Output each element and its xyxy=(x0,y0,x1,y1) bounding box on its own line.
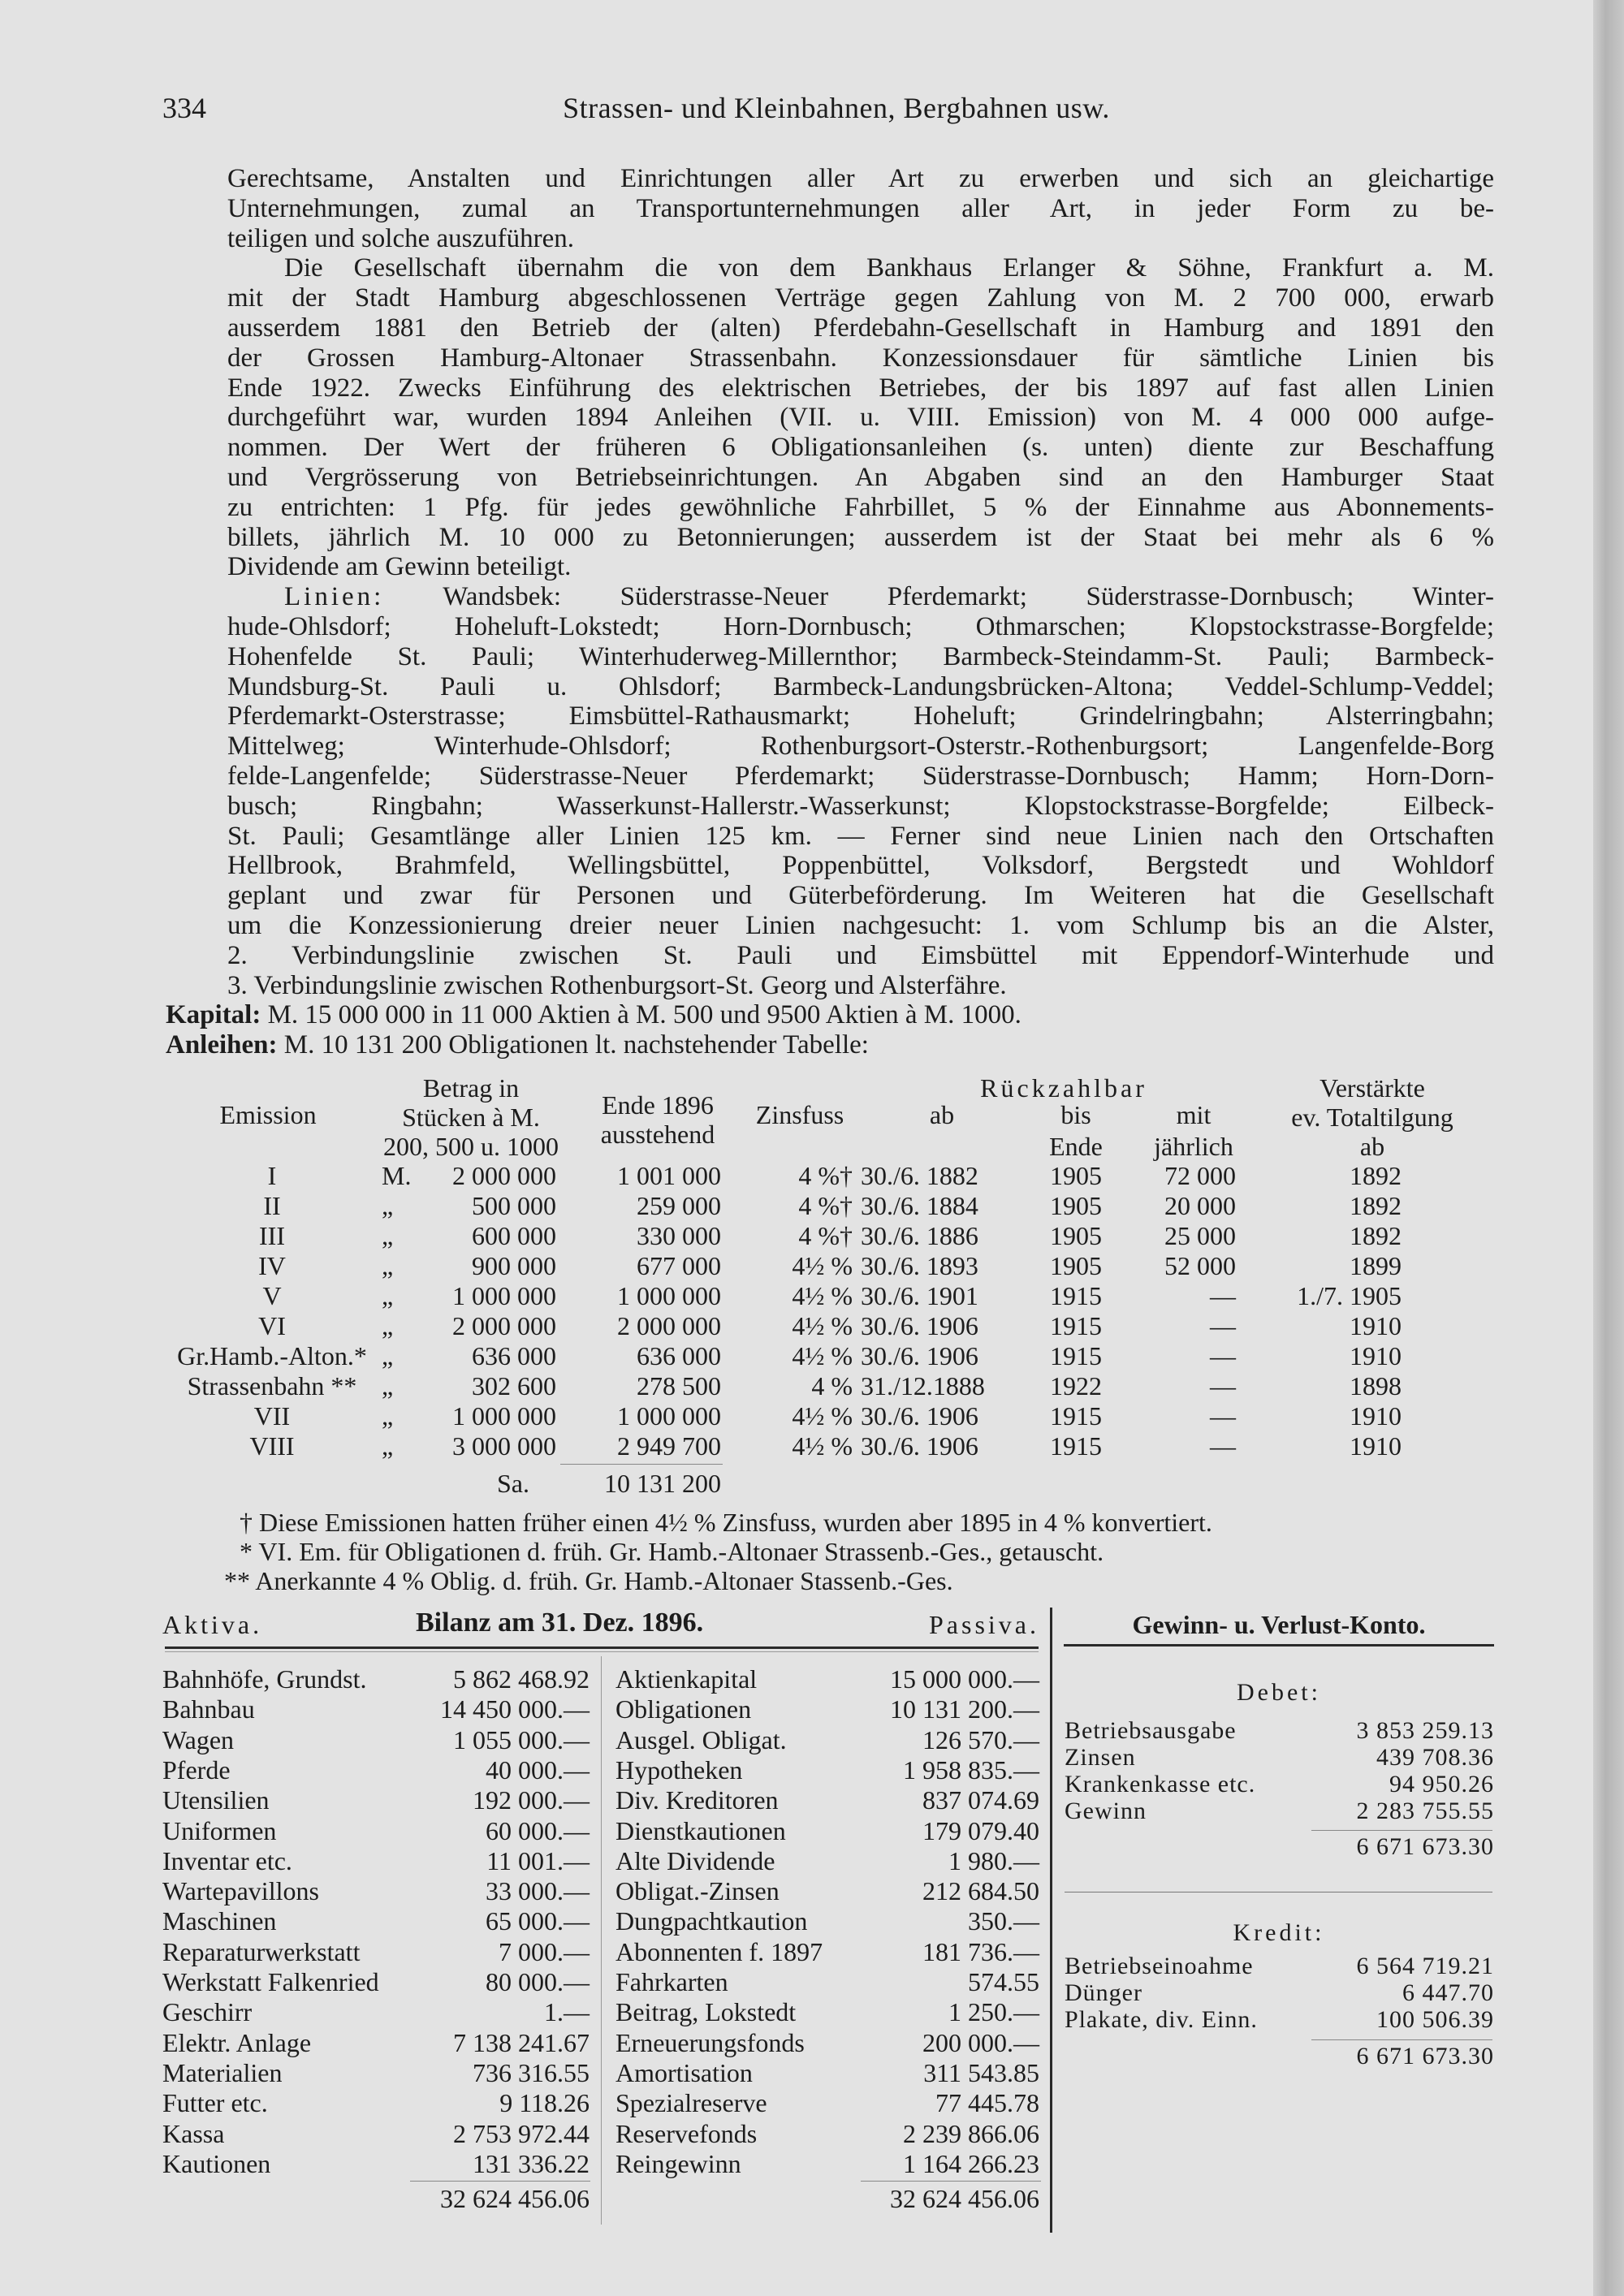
passiva-value: 1 958 835.— xyxy=(903,1754,1039,1785)
footnote: * VI. Em. für Obligationen d. früh. Gr. Hamb.-Altonaer Strassenb.-Ges., getauscht. xyxy=(240,1537,1104,1566)
aktiva-item: Materialien xyxy=(162,2057,283,2087)
line-text: Gerechtsame, Anstalten und Einrichtungen aller Art zu erwerben und sich an gleichartige xyxy=(227,164,1494,193)
debet-value: 3 853 259.13 xyxy=(1356,1717,1494,1744)
betrag-cell: 3 000 000 xyxy=(452,1431,556,1461)
passiva-value: 179 079.40 xyxy=(922,1815,1039,1845)
debet-value: 2 283 755.55 xyxy=(1356,1798,1494,1824)
header-rueckzahlbar: Rückzahlbar xyxy=(980,1073,1147,1103)
aktiva-value: 1.— xyxy=(544,1997,590,2027)
text-line xyxy=(227,672,1494,702)
header-betrag: Stücken à M. xyxy=(402,1103,540,1132)
line-text: Mundsburg-St. Pauli u. Ohlsdorf; Barmbeck-Landungsbrücken-Altona; Veddel-Schlump-Veddel; xyxy=(227,671,1494,701)
bis-cell: 1915 xyxy=(1050,1281,1102,1310)
kredit-value: 6 564 719.21 xyxy=(1356,1953,1494,1979)
bis-cell: 1915 xyxy=(1050,1311,1102,1340)
unit-cell: „ xyxy=(382,1251,394,1280)
aktiva-item: Futter etc. xyxy=(162,2088,268,2118)
passiva-value: 181 736.— xyxy=(922,1936,1039,1966)
emission-cell: Gr.Hamb.-Alton.* xyxy=(177,1341,367,1370)
aktiva-item: Kassa xyxy=(162,2118,225,2148)
line-text: 3. Verbindungslinie zwischen Rothenburgsort-St. Georg und Alsterfähre. xyxy=(227,970,1007,1000)
aktiva-value: 192 000.— xyxy=(473,1785,590,1815)
mit-cell: 72 000 xyxy=(1164,1161,1236,1190)
line-text: busch; Ringbahn; Wasserkunst-Hallerstr.-Wasserkunst; Klopstockstrasse-Borgfelde; Eilbeck- xyxy=(227,791,1494,821)
header-ende: ausstehend xyxy=(600,1120,715,1149)
section-divider xyxy=(1050,1608,1052,2233)
aktiva-item: Wartepavillons xyxy=(162,1876,319,1906)
kredit-label: Kredit: xyxy=(1233,1919,1325,1946)
passiva-value: 1 250.— xyxy=(948,1997,1039,2027)
text-line xyxy=(227,881,1494,911)
line-text: billets, jährlich M. 10 000 zu Betonnierungen; ausserdem ist der Staat bei mehr als 6 % xyxy=(227,522,1494,552)
ab-cell: 30./6. 1884 xyxy=(861,1191,978,1220)
ende-cell: 1 000 000 xyxy=(617,1281,721,1310)
mit-cell: 25 000 xyxy=(1164,1221,1236,1250)
aktiva-item: Uniformen xyxy=(162,1815,277,1845)
header-emission: Emission xyxy=(219,1100,317,1129)
zinsfuss-cell: 4½ % xyxy=(792,1401,853,1431)
emission-cell: VI xyxy=(258,1311,286,1340)
ab-cell: 30./6. 1901 xyxy=(861,1281,978,1310)
aktiva-value: 2 753 972.44 xyxy=(453,2118,590,2148)
betrag-cell: 2 000 000 xyxy=(452,1161,556,1190)
betrag-cell: 600 000 xyxy=(472,1221,556,1250)
line-text: zu entrichten: 1 Pfg. für jedes gewöhnliche Fahrbillet, 5 % der Einnahme aus Abonnements- xyxy=(227,492,1494,522)
line-text: Mittelweg; Winterhude-Ohlsdorf; Rothenburgsort-Osterstr.-Rothenburgsort; Langenfelde-Borg xyxy=(227,732,1494,762)
aktiva-item: Pferde xyxy=(162,1754,231,1785)
mit-cell: 52 000 xyxy=(1164,1251,1236,1280)
emission-cell: II xyxy=(263,1191,281,1220)
aktiva-item: Elektr. Anlage xyxy=(162,2027,312,2057)
emission-cell: III xyxy=(259,1221,285,1250)
line-text: St. Pauli; Gesamtlänge aller Linien 125 km. — Ferner sind neue Linien nach den Ortschaften xyxy=(227,821,1494,851)
verstaerkt-cell: 1892 xyxy=(1350,1191,1402,1220)
passiva-value: 350.— xyxy=(968,1906,1039,1936)
passiva-item: Hypotheken xyxy=(615,1754,743,1785)
betrag-cell: 302 600 xyxy=(472,1371,556,1400)
ab-cell: 30./6. 1882 xyxy=(861,1161,978,1190)
text-line xyxy=(227,732,1494,762)
section-label: Kapital: xyxy=(166,1000,261,1030)
double-rule xyxy=(165,1646,1039,1649)
text-line xyxy=(227,224,1494,254)
ab-cell: 30./6. 1906 xyxy=(861,1401,978,1431)
text-line xyxy=(166,1030,1494,1060)
line-text: teiligen und solche auszuführen. xyxy=(227,223,575,253)
ende-cell: 1 000 000 xyxy=(617,1401,721,1431)
total-rule xyxy=(861,2181,1041,2182)
unit-cell: „ xyxy=(382,1281,394,1310)
passiva-value: 837 074.69 xyxy=(922,1785,1039,1815)
ende-cell: 330 000 xyxy=(637,1221,721,1250)
scan-edge xyxy=(1593,0,1624,2296)
text-line xyxy=(227,582,1494,612)
line-text: Ende 1922. Zwecks Einführung des elektrischen Betriebes, der bis 1897 auf fast allen Linien xyxy=(227,373,1494,403)
passiva-item: Amortisation xyxy=(615,2057,753,2087)
kredit-total: 6 671 673.30 xyxy=(1356,2043,1494,2069)
betrag-cell: 900 000 xyxy=(472,1251,556,1280)
text-line xyxy=(227,313,1494,343)
header-verstaerkt: ab xyxy=(1359,1132,1385,1161)
zinsfuss-cell: 4½ % xyxy=(792,1251,853,1280)
header-verstaerkt: ev. Totaltilgung xyxy=(1291,1103,1453,1132)
bis-cell: 1905 xyxy=(1050,1251,1102,1280)
column-divider xyxy=(601,1656,602,2225)
sum-rule xyxy=(560,1464,723,1465)
total-passiva: 32 624 456.06 xyxy=(890,2184,1039,2213)
verstaerkt-cell: 1910 xyxy=(1350,1311,1402,1340)
mit-cell: — xyxy=(1210,1371,1236,1400)
passiva-item: Abonnenten f. 1897 xyxy=(615,1936,823,1966)
aktiva-value: 7 138 241.67 xyxy=(453,2027,590,2057)
aktiva-item: Geschirr xyxy=(162,1997,253,2027)
passiva-value: 1 164 266.23 xyxy=(903,2148,1039,2178)
sum-label: Sa. xyxy=(497,1469,529,1498)
zinsfuss-cell: 4½ % xyxy=(792,1431,853,1461)
passiva-item: Aktienkapital xyxy=(615,1664,758,1694)
aktiva-value: 14 450 000.— xyxy=(440,1694,590,1724)
aktiva-item: Reparaturwerkstatt xyxy=(162,1936,361,1966)
text-line xyxy=(166,1000,1494,1030)
header-bis: bis xyxy=(1060,1100,1091,1129)
passiva-item: Fahrkarten xyxy=(615,1967,728,1996)
bis-cell: 1905 xyxy=(1050,1221,1102,1250)
passiva-value: 15 000 000.— xyxy=(890,1664,1039,1694)
passiva-value: 10 131 200.— xyxy=(890,1694,1039,1724)
line-text: mit der Stadt Hamburg abgeschlossenen Verträge gegen Zahlung von M. 2 700 000, erwarb xyxy=(227,283,1494,313)
zinsfuss-cell: 4½ % xyxy=(792,1281,853,1310)
zinsfuss-cell: 4 %† xyxy=(798,1161,853,1190)
betrag-cell: 1 000 000 xyxy=(452,1401,556,1431)
emission-cell: I xyxy=(267,1161,277,1190)
total-rule xyxy=(410,2181,590,2182)
text-line xyxy=(227,941,1494,971)
zinsfuss-cell: 4 %† xyxy=(798,1221,853,1250)
line-text: M. 10 131 200 Obligationen lt. nachstehender Tabelle: xyxy=(277,1030,869,1060)
text-line xyxy=(227,642,1494,672)
debet-total: 6 671 673.30 xyxy=(1356,1833,1494,1860)
text-line xyxy=(227,911,1494,941)
kredit-value: 100 506.39 xyxy=(1376,2006,1494,2033)
mit-cell: — xyxy=(1210,1431,1236,1461)
text-line xyxy=(227,373,1494,404)
aktiva-value: 5 862 468.92 xyxy=(453,1664,590,1694)
total-aktiva: 32 624 456.06 xyxy=(440,2184,590,2213)
emission-cell: V xyxy=(262,1281,282,1310)
aktiva-value: 131 336.22 xyxy=(473,2148,590,2178)
aktiva-item: Maschinen xyxy=(162,1906,277,1936)
header-ab: ab xyxy=(929,1100,955,1129)
ab-cell: 31./12.1888 xyxy=(861,1371,985,1400)
debet-item: Gewinn xyxy=(1065,1798,1147,1824)
line-text: felde-Langenfelde; Süderstrasse-Neuer Pferdemarkt; Süderstrasse-Dornbusch; Hamm; Horn-Dorn- xyxy=(227,761,1494,791)
passiva-item: Ausgel. Obligat. xyxy=(615,1724,787,1754)
line-text: Unternehmungen, zumal an Transportunternehmungen aller Art, in jeder Form zu be- xyxy=(227,193,1494,223)
line-text: ausserdem 1881 den Betrieb der (alten) Pferdebahn-Gesellschaft in Hamburg and 1891 den xyxy=(227,313,1494,343)
line-text: Pferdemarkt-Osterstrasse; Eimsbüttel-Rathausmarkt; Hoheluft; Grindelringbahn; Alsterringbahn; xyxy=(227,701,1494,732)
passiva-item: Obligat.-Zinsen xyxy=(615,1876,780,1906)
emission-cell: IV xyxy=(258,1251,286,1280)
passiva-label: Passiva. xyxy=(929,1610,1039,1639)
betrag-cell: 636 000 xyxy=(472,1341,556,1370)
emission-cell: VII xyxy=(253,1401,291,1431)
line-text: hude-Ohlsdorf; Hoheluft-Lokstedt; Horn-Dornbusch; Othmarschen; Klopstockstrasse-Borgfelde; xyxy=(227,611,1494,641)
aktiva-value: 33 000.— xyxy=(486,1876,590,1906)
passiva-item: Beitrag, Lokstedt xyxy=(615,1997,797,2027)
aktiva-item: Wagen xyxy=(162,1724,235,1754)
line-text: 2. Verbindungslinie zwischen St. Pauli und Eimsbüttel mit Eppendorf-Winterhude und xyxy=(227,940,1494,970)
emission-cell: Strassenbahn ** xyxy=(187,1371,357,1400)
line-text: und Vergrösserung von Betriebseinrichtungen. An Abgaben sind an den Hamburger Staat xyxy=(227,462,1494,492)
zinsfuss-cell: 4½ % xyxy=(792,1341,853,1370)
passiva-item: Spezialreserve xyxy=(615,2088,767,2118)
line-text: Hohenfelde St. Pauli; Winterhuderweg-Millernthor; Barmbeck-Steindamm-St. Pauli; Barmbeck- xyxy=(227,641,1494,671)
ende-cell: 636 000 xyxy=(637,1341,721,1370)
passiva-item: Reservefonds xyxy=(615,2118,758,2148)
aktiva-item: Utensilien xyxy=(162,1785,270,1815)
unit-cell: „ xyxy=(382,1221,394,1250)
ab-cell: 30./6. 1906 xyxy=(861,1311,978,1340)
passiva-value: 126 570.— xyxy=(922,1724,1039,1754)
verstaerkt-cell: 1899 xyxy=(1350,1251,1402,1280)
passiva-value: 311 543.85 xyxy=(923,2057,1039,2087)
ab-cell: 30./6. 1906 xyxy=(861,1431,978,1461)
passiva-item: Dungpachtkaution xyxy=(615,1906,808,1936)
passiva-value: 212 684.50 xyxy=(922,1876,1039,1906)
ab-cell: 30./6. 1906 xyxy=(861,1341,978,1370)
linien-label: Linien: xyxy=(284,582,385,612)
verstaerkt-cell: 1910 xyxy=(1350,1341,1402,1370)
aktiva-value: 9 118.26 xyxy=(499,2088,590,2118)
debet-item: Betriebsausgabe xyxy=(1065,1717,1237,1744)
mit-cell: 20 000 xyxy=(1164,1191,1236,1220)
ende-cell: 259 000 xyxy=(637,1191,721,1220)
total-rule xyxy=(1311,1830,1492,1831)
text-line xyxy=(227,493,1494,523)
verstaerkt-cell: 1910 xyxy=(1350,1401,1402,1431)
mit-cell: — xyxy=(1210,1311,1236,1340)
passiva-value: 574.55 xyxy=(968,1967,1039,1996)
line-text: Die Gesellschaft übernahm die von dem Bankhaus Erlanger & Söhne, Frankfurt a. M. xyxy=(284,253,1494,283)
ende-cell: 278 500 xyxy=(637,1371,721,1400)
aktiva-value: 736 316.55 xyxy=(473,2057,590,2087)
line-text: Dividende am Gewinn beteiligt. xyxy=(227,552,572,582)
text-line xyxy=(227,523,1494,553)
passiva-item: Erneuerungsfonds xyxy=(615,2027,805,2057)
kredit-item: Plakate, div. Einn. xyxy=(1065,2006,1258,2033)
header-bis: Ende xyxy=(1049,1132,1103,1161)
debet-item: Krankenkasse etc. xyxy=(1065,1771,1256,1798)
header-mit: jährlich xyxy=(1154,1132,1233,1161)
bis-cell: 1915 xyxy=(1050,1431,1102,1461)
aktiva-item: Bahnbau xyxy=(162,1694,255,1724)
text-line xyxy=(227,552,1494,582)
header-zinsfuss: Zinsfuss xyxy=(755,1100,844,1129)
bis-cell: 1905 xyxy=(1050,1161,1102,1190)
bilanz-title: Bilanz am 31. Dez. 1896. xyxy=(416,1608,704,1638)
line-text: nommen. Der Wert der früheren 6 Obligationsanleihen (s. unten) diente zur Beschaffung xyxy=(227,433,1494,463)
betrag-cell: 1 000 000 xyxy=(452,1281,556,1310)
text-line xyxy=(227,792,1494,822)
unit-cell: „ xyxy=(382,1401,394,1431)
aktiva-item: Werkstatt Falkenried xyxy=(162,1967,379,1996)
aktiva-value: 1 055 000.— xyxy=(453,1724,590,1754)
aktiva-item: Kautionen xyxy=(162,2148,271,2178)
text-line xyxy=(227,403,1494,433)
aktiva-value: 40 000.— xyxy=(486,1754,590,1785)
passiva-item: Dienstkautionen xyxy=(615,1815,786,1845)
double-rule xyxy=(1064,1644,1494,1646)
aktiva-value: 80 000.— xyxy=(486,1967,590,1996)
passiva-item: Obligationen xyxy=(615,1694,752,1724)
debet-item: Zinsen xyxy=(1065,1744,1136,1771)
footnote: † Diese Emissionen hatten früher einen 4½ % Zinsfuss, wurden aber 1895 in 4 % konvertiert. xyxy=(240,1508,1212,1537)
text-line xyxy=(227,343,1494,373)
ende-cell: 677 000 xyxy=(637,1251,721,1280)
mit-cell: — xyxy=(1210,1281,1236,1310)
debet-label: Debet: xyxy=(1237,1679,1321,1706)
passiva-item: Div. Kreditoren xyxy=(615,1785,779,1815)
line-text: der Grossen Hamburg-Altonaer Strassenbahn. Konzessionsdauer für sämtliche Linien bis xyxy=(227,343,1494,373)
double-rule xyxy=(165,1651,1039,1652)
passiva-value: 200 000.— xyxy=(922,2027,1039,2057)
text-line xyxy=(227,283,1494,313)
text-line xyxy=(227,612,1494,642)
header-verstaerkt: Verstärkte xyxy=(1320,1073,1425,1103)
line-text: M. 15 000 000 in 11 000 Aktien à M. 500 und 9500 Aktien à M. 1000. xyxy=(261,1000,1021,1030)
unit-cell: „ xyxy=(382,1371,394,1400)
bis-cell: 1905 xyxy=(1050,1191,1102,1220)
passiva-value: 77 445.78 xyxy=(935,2088,1039,2118)
passiva-value: 1 980.— xyxy=(948,1845,1039,1875)
aktiva-value: 11 001.— xyxy=(486,1845,590,1875)
total-rule xyxy=(1311,2039,1492,2040)
zinsfuss-cell: 4 % xyxy=(811,1371,853,1400)
header-betrag: Betrag in xyxy=(422,1073,520,1103)
text-line xyxy=(227,164,1494,194)
line-text: Hellbrook, Brahmfeld, Wellingsbüttel, Poppenbüttel, Volksdorf, Bergstedt und Wohldorf xyxy=(227,851,1494,881)
aktiva-value: 7 000.— xyxy=(499,1936,590,1966)
betrag-cell: 500 000 xyxy=(472,1191,556,1220)
unit-cell: M. xyxy=(382,1161,412,1190)
bis-cell: 1915 xyxy=(1050,1401,1102,1431)
debet-value: 94 950.26 xyxy=(1389,1771,1494,1798)
emission-cell: VIII xyxy=(249,1431,295,1461)
line-text: durchgeführt war, wurden 1894 Anleihen (VII. u. VIII. Emission) von M. 4 000 000 aufge- xyxy=(227,403,1494,433)
line-text: Wandsbek: Süderstrasse-Neuer Pferdemarkt; Süderstrasse-Dornbusch; Winter- xyxy=(384,582,1494,612)
passiva-item: Reingewinn xyxy=(615,2148,741,2178)
gewinn-title: Gewinn- u. Verlust-Konto. xyxy=(1132,1610,1426,1639)
line-text: geplant und zwar für Personen und Güterbeförderung. Im Weiteren hat die Gesellschaft xyxy=(227,881,1494,911)
zinsfuss-cell: 4 %† xyxy=(798,1191,853,1220)
unit-cell: „ xyxy=(382,1311,394,1340)
running-title: Strassen- und Kleinbahnen, Bergbahnen usw. xyxy=(563,92,1110,124)
passiva-item: Alte Dividende xyxy=(615,1845,775,1875)
kredit-value: 6 447.70 xyxy=(1402,1979,1494,2006)
line-text: um die Konzessionierung dreier neuer Linien nachgesucht: 1. vom Schlump bis an die Alster, xyxy=(227,910,1494,940)
ende-cell: 2 000 000 xyxy=(617,1311,721,1340)
verstaerkt-cell: 1892 xyxy=(1350,1161,1402,1190)
aktiva-value: 60 000.— xyxy=(486,1815,590,1845)
unit-cell: „ xyxy=(382,1341,394,1370)
verstaerkt-cell: 1898 xyxy=(1350,1371,1402,1400)
debet-value: 439 708.36 xyxy=(1376,1744,1494,1771)
ab-cell: 30./6. 1886 xyxy=(861,1221,978,1250)
text-line xyxy=(227,433,1494,463)
bis-cell: 1915 xyxy=(1050,1341,1102,1370)
ende-cell: 2 949 700 xyxy=(617,1431,721,1461)
mit-cell: — xyxy=(1210,1401,1236,1431)
header-ende: Ende 1896 xyxy=(602,1090,714,1120)
verstaerkt-cell: 1892 xyxy=(1350,1221,1402,1250)
sum-value: 10 131 200 xyxy=(604,1469,721,1498)
aktiva-item: Bahnhöfe, Grundst. xyxy=(162,1664,367,1694)
betrag-cell: 2 000 000 xyxy=(452,1311,556,1340)
footnote: ** Anerkannte 4 % Oblig. d. früh. Gr. Hamb.-Altonaer Stassenb.-Ges. xyxy=(224,1566,953,1595)
ende-cell: 1 001 000 xyxy=(617,1161,721,1190)
passiva-value: 2 239 866.06 xyxy=(903,2118,1039,2148)
text-line xyxy=(227,851,1494,881)
bis-cell: 1922 xyxy=(1050,1371,1102,1400)
aktiva-item: Inventar etc. xyxy=(162,1845,292,1875)
unit-cell: „ xyxy=(382,1191,394,1220)
text-line xyxy=(227,971,1494,1001)
text-line xyxy=(227,194,1494,224)
text-line xyxy=(227,253,1494,283)
body-text xyxy=(166,164,1494,1060)
verstaerkt-cell: 1910 xyxy=(1350,1431,1402,1461)
verstaerkt-cell: 1./7. 1905 xyxy=(1297,1281,1402,1310)
zinsfuss-cell: 4½ % xyxy=(792,1311,853,1340)
text-line xyxy=(227,463,1494,493)
header-mit: mit xyxy=(1176,1100,1212,1129)
text-line xyxy=(227,822,1494,852)
aktiva-value: 65 000.— xyxy=(486,1906,590,1936)
unit-cell: „ xyxy=(382,1431,394,1461)
section-label: Anleihen: xyxy=(166,1030,278,1060)
mit-cell: — xyxy=(1210,1341,1236,1370)
kredit-item: Dünger xyxy=(1065,1979,1142,2006)
page-number: 334 xyxy=(162,92,206,124)
aktiva-label: Aktiva. xyxy=(162,1610,263,1639)
header-betrag: 200, 500 u. 1000 xyxy=(383,1132,559,1161)
ab-cell: 30./6. 1893 xyxy=(861,1251,978,1280)
kredit-item: Betriebseinoahme xyxy=(1065,1953,1254,1979)
text-line xyxy=(227,762,1494,792)
text-line xyxy=(227,701,1494,732)
